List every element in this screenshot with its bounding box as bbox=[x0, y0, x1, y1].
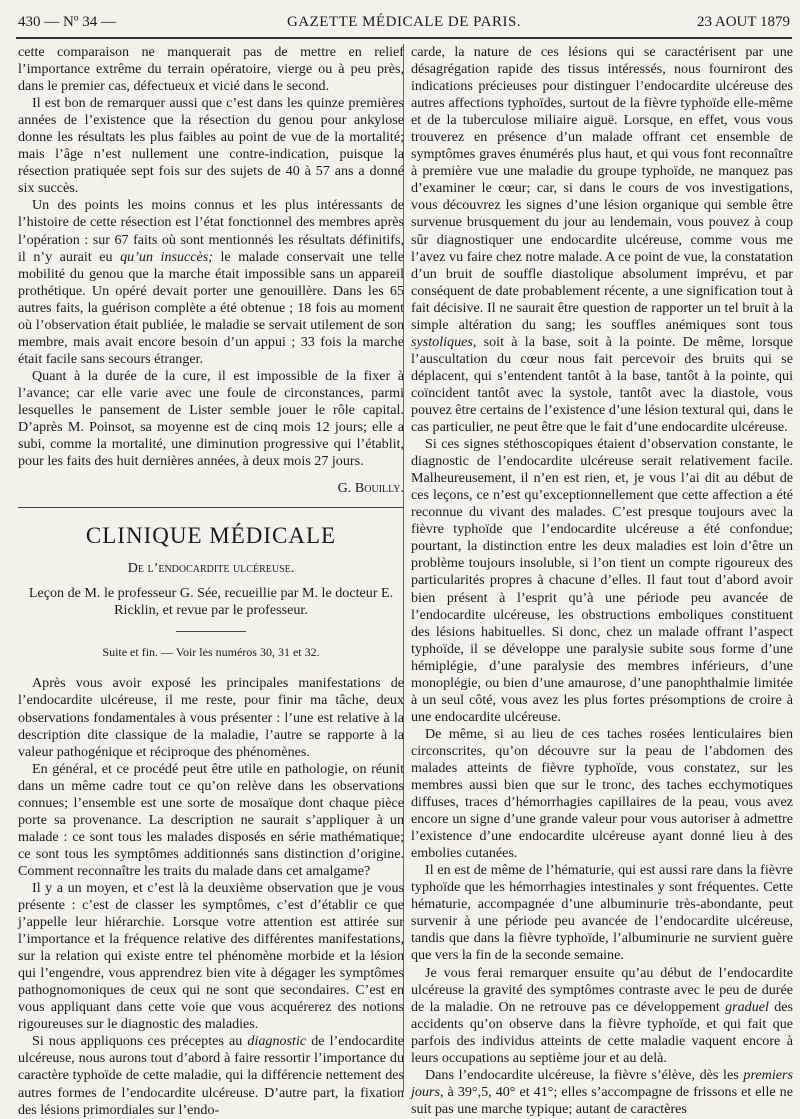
section-separator bbox=[18, 507, 404, 508]
paragraph: Dans l’endocardite ulcéreuse, la fièvre s’élève, dès les premiers jours, à 39°,5, 40° et 41°; elles s’accompagne de frissons et elle ne suit pas une marche typique; autant de caractères bbox=[411, 1066, 793, 1117]
right-column bbox=[411, 44, 793, 1117]
paragraph: Quant à la durée de la cure, il est impossible de la fixer à l’avance; car elle varie avec une foule de circonstances, parmi lesquelles le pansement de Lister semble jouer le rôle capital. D’après M. Poinsot, sa moyenne est de cinq mois 12 jours; elle a subi, comme la mortalité, une diminution progressive qui l’établit, pour les faits des huit dernières années, à deux mois 27 jours. bbox=[18, 367, 404, 470]
author-signature: G. Bouilly. bbox=[337, 480, 404, 497]
paragraph: Si nous appliquons ces préceptes au diagnostic de l’endocardite ulcéreuse, nous aurons tout d’abord à faire ressortir l’importance du caractère typhoïde de cette maladie, qui la différencie nettement des autres formes de l’endocardite ulcéreuse. D’autre part, la fixation des lésions primordiales sur l’endo- bbox=[18, 1033, 404, 1118]
paragraph: Il en est de même de l’hématurie, qui est aussi rare dans la fièvre typhoïde que les hémorrhagies intestinales y sont fréquentes. Cette hématurie, accompagnée d’une albuminurie très-abondante, peut survenir à une période peu avancée de l’endocardite ulcéreuse, tandis que dans la fièvre typhoïde, l’albuminurie ne survient guère que vers la fin de la seconde semaine. bbox=[411, 862, 793, 964]
header-rule bbox=[16, 37, 792, 39]
page-number: 430 — Nº 34 — bbox=[18, 14, 116, 30]
issue-date: 23 AOUT 1879 bbox=[696, 14, 790, 30]
continuation-note: Suite et fin. — Voir les numéros 30, 31 et 32. bbox=[102, 645, 320, 660]
paragraph: De même, si au lieu de ces taches rosées lenticulaires bien circonscrites, qu’on découvre sur la peau de l’abdomen des malades atteints de fièvre typhoïde, vous constatez, sur les membres aussi bien que sur le tronc, des taches ecchymotiques diffuses, traces d’hémorrhagies capillaires de la peau, vous avez encore un signe d’une grande valeur pour vous autoriser à admettre l’existence d’une endocardite ulcéreuse ayant donné lieu à des embolies cutanées. bbox=[411, 725, 793, 862]
paragraph: Il y a un moyen, et c’est là la deuxième observation que je vous présente : c’est de classer les symptômes, c’est d’établir ce que j’appelle leur hiérarchie. Lorsque votre attention est attirée sur l’importance et la fréquence relative des différentes manifestations, sur la relation qui existe entre tel phénomène morbide et la lésion qui l’engendre, vous apprendrez bien vite à dégager les symptômes pathognomoniques de ceux qui ne sont que secondaires. C’est en vous appliquant dans cette voie que vous acquérerez des notions rigoureuses sur le diagnostic des maladies. bbox=[18, 879, 404, 1033]
journal-title: GAZETTE MÉDICALE DE PARIS. bbox=[286, 14, 522, 30]
page-header bbox=[18, 14, 790, 36]
paragraph: Il est bon de remarquer aussi que c’est dans les quinze premières années de l’existence que la résection du genou pour ankylose donne les résultats les plus faibles au point de vue de la mortalité; mais l’âge n’est nullement une contre-indication, puisque la résection pratiquée sept fois sur des sujets de 40 à 57 ans a donné six succès. bbox=[18, 95, 404, 197]
left-column bbox=[18, 44, 405, 1118]
paragraph: Je vous ferai remarquer ensuite qu’au début de l’endocardite ulcéreuse la gravité des symptômes contraste avec le peu de durée de la maladie. On ne retrouve pas ce développement graduel des accidents qu’on observe dans la fièvre typhoïde, et qui fait que parfois des individus atteints de cette maladie vaquent encore à leurs occupations au septième jour et au delà. bbox=[411, 964, 793, 1066]
paragraph: cette comparaison ne manquerait pas de mettre en relief l’importance extrême du terrain opératoire, vierge ou à peu près, dans le premier cas, défectueux et vicié dans le second. bbox=[18, 44, 404, 95]
paragraph: Après vous avoir exposé les principales manifestations de l’endocardite ulcéreuse, il me reste, pour finir ma tâche, deux observations fondamentales à vous présenter : l’une est relative à la description dite classique de la maladie, l’autre se rapporte à la valeur pathogénique et réciproque des phénomènes. bbox=[18, 675, 404, 760]
paragraph: Si ces signes stéthoscopiques étaient d’observation constante, le diagnostic de l’endocardite ulcéreuse serait relativement facile. Malheureusement, il n’en est rien, et, je vous l’ai dit au début de ces leçons, ce n’est qu’exceptionnellement que cette affection a été reconnue du vivant des malades. C’est presque toujours avec la fièvre typhoïde que l’endocardite ulcéreuse a été confondue; pourtant, la distinction entre les deux maladies est loin d’être un problème toujours insoluble, si l’on tient un compte rigoureux des particularités propres à chacune d’elles. Il faut tout d’abord avoir bien présent à l’esprit qu’à une période peu avancée de l’endocardite ulcéreuse, les obstructions emboliques constituent des lésions habituelles. Si donc, chez un malade offrant l’aspect typhoïde, il se développe une paralysie subite sous forme d’une hémiplégie, d’une paralysie des membres inférieurs, d’une monoplégie, ou bien d’une amaurose, d’une panophthalmie limitée à un seul côté, vous avez les plus fortes présomptions de croire à une endocardite ulcéreuse. bbox=[411, 436, 793, 725]
lecture-credit: Leçon de M. le professeur G. Sée, recueillie par M. le docteur E. Ricklin, et revue par le professeur. bbox=[28, 585, 394, 619]
paragraph: Un des points les moins connus et les plus intéressants de l’histoire de cette résection est l’état fonctionnel des membres après l’opération : sur 67 faits où sont mentionnés les résultats définitifs, il n’y aurait eu qu’un insuccès; le malade conservait une telle mobilité du genou que la marche était impossible sans un appareil prothétique. Un opéré devait porter une genouillère. Dans les 65 autres faits, la guérison complète a été obtenue ; 18 fois au moment où l’observation était publiée, le maladie se servait utilement de son membre, mais avait encore besoin d’un appui ; 33 fois la marche était facile sans secours étranger. bbox=[18, 197, 405, 367]
paragraph: En général, et ce procédé peut être utile en pathologie, on réunit dans un même cadre tout ce qu’on relève dans les observations connues; l’ensemble est une sorte de mosaïque dont chaque pièce porte sa provenance. La description ne saurait s’appliquer à un malade : ce sont tous les malades disposés en série mathématique; ce sont tous les symptômes additionnés sans distinction d’origine. Comment reconnaître les traits du malade dans cet amalgame? bbox=[18, 760, 404, 879]
section-title: CLINIQUE MÉDICALE bbox=[85, 523, 337, 549]
paragraph: carde, la nature de ces lésions qui se caractérisent par une désagrégation rapide des tissus intéressés, nous fourniront des indications précieuses pour distinguer l’endocardite ulcéreuse des autres affections typhoïdes, surtout de la fièvre typhoïde elle-même et de la tuberculose miliaire aiguë. Lorsque, en effet, vous vous trouverez en présence d’un malade offrant cet ensemble de symptômes graves énumérés plus haut, et qui vous font reconnaître à première vue une maladie du groupe typhoïde, ne manquez pas d’examiner le cœur; car, si dans le cours de vos investigations, vous découvrez les signes d’une lésion organique qui semble être survenue brusquement du jour au lendemain, vous pouvez à coup sûr diagnostiquer une endocardite ulcéreuse, comme vous me l’avez vu faire chez notre malade. A ce point de vue, la constatation d’un bruit de souffle diastolique absolument imprévu, et par conséquent de date probablement récente, a une signification tout à fait décisive. Il ne saurait être question de rapporter un tel bruit à la simple altération du sang; les souffles anémiques sont tous systoliques, soit à la base, soit à la pointe. De même, lorsque l’auscultation du cœur nous fait percevoir des bruits qui se déplacent, qui s’entendent tantôt à la base, tantôt à la pointe, qui coïncident tantôt avec la systole, tantôt avec la diastole, vous pouvez être certains de l’existence d’une lésion textural qui, dans le cas particulier, ne peut être que le fait d’une endocardite ulcéreuse. bbox=[411, 44, 793, 436]
section-subtitle: De l’endocardite ulcéreuse. bbox=[127, 560, 295, 577]
short-separator bbox=[176, 631, 246, 632]
